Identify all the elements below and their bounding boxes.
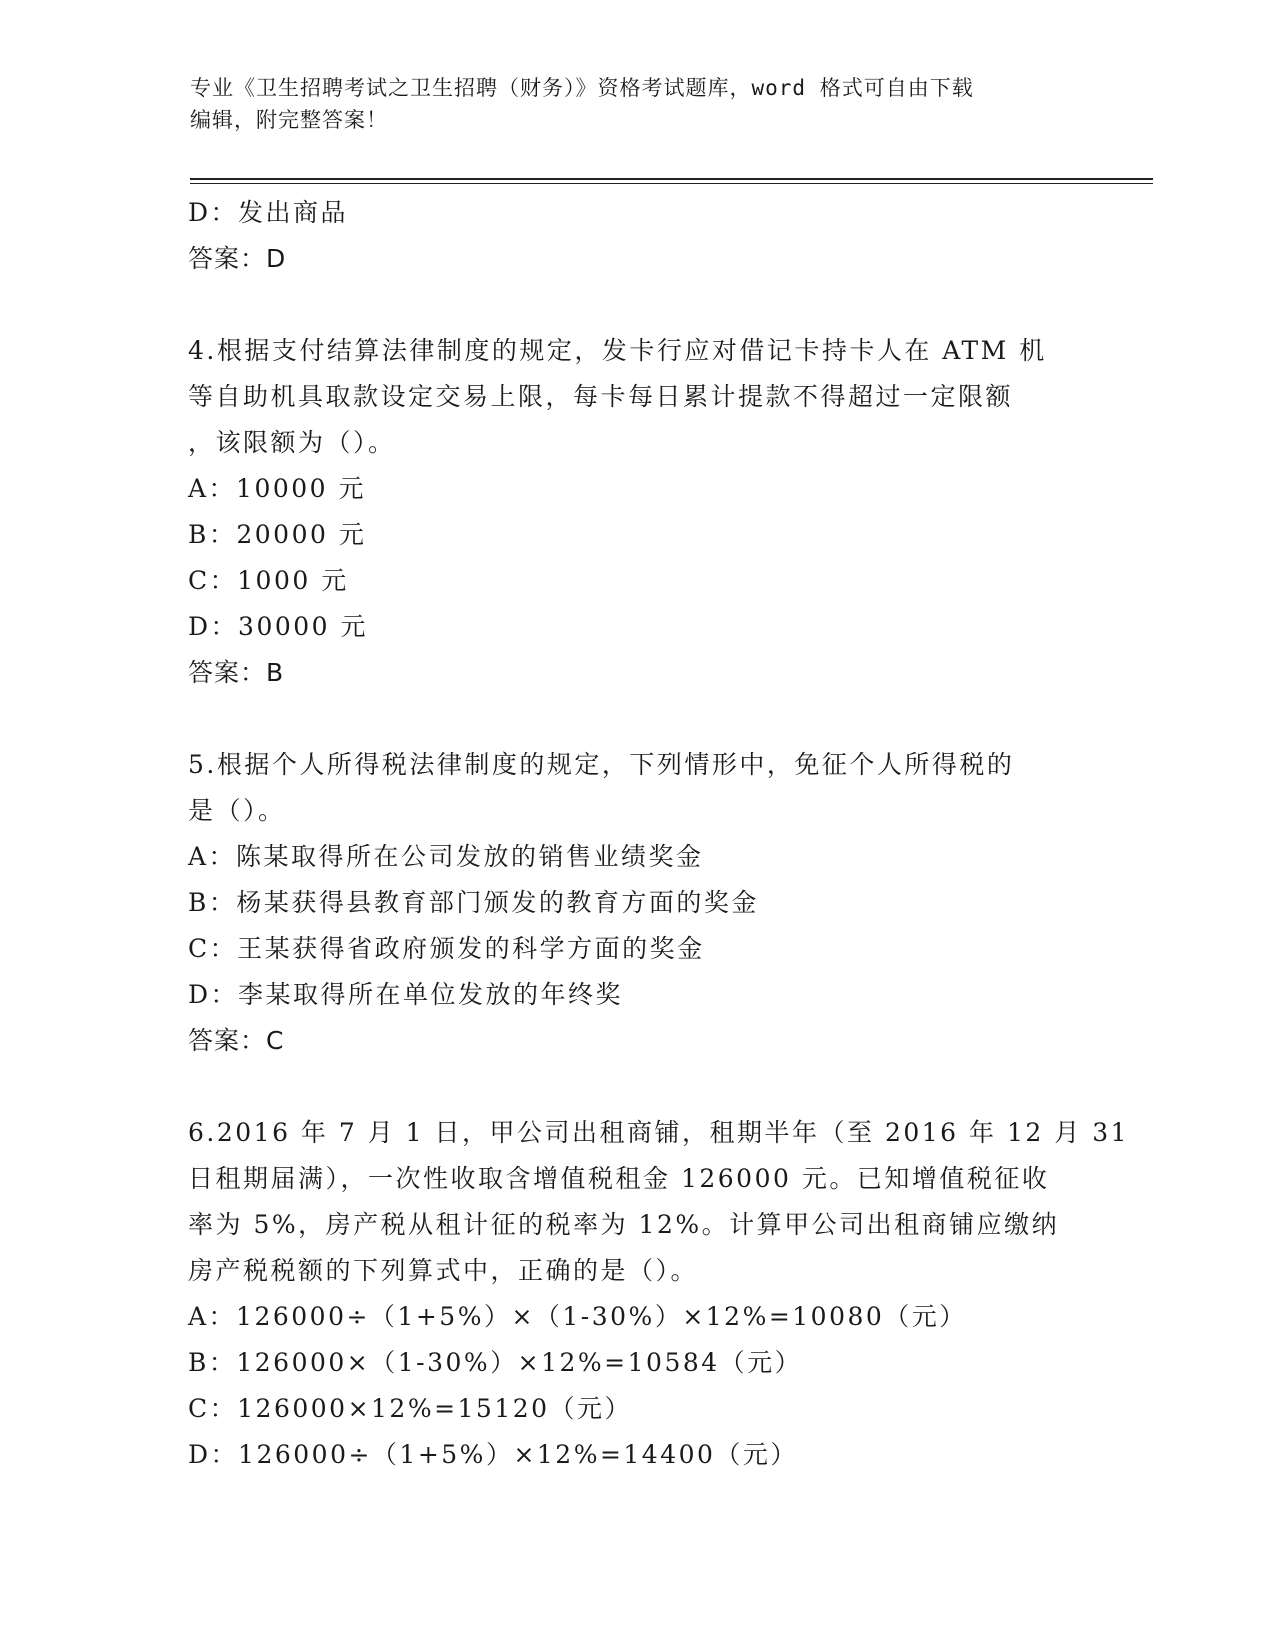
option-a: A：陈某取得所在公司发放的销售业绩奖金 [188, 842, 704, 871]
prev-question-tail [188, 190, 1088, 282]
option-c: C：126000×12%=15120（元） [188, 1394, 633, 1423]
option-a: A：10000 元 [188, 474, 367, 503]
header-divider-thin [190, 183, 1153, 184]
option-d: D：发出商品 [188, 198, 349, 227]
question-stem: 率为 5%，房产税从租计征的税率为 12%。计算甲公司出租商铺应缴纳 [188, 1210, 1060, 1239]
option-c: C：1000 元 [188, 566, 349, 595]
question-stem: 5.根据个人所得税法律制度的规定，下列情形中，免征个人所得税的 [188, 750, 1015, 779]
option-d: D：30000 元 [188, 612, 369, 641]
question-stem: 4.根据支付结算法律制度的规定，发卡行应对借记卡持卡人在 ATM 机 [188, 336, 1047, 365]
question-6 [188, 1110, 1130, 1478]
option-b: B：20000 元 [188, 520, 367, 549]
question-stem: ，该限额为（）。 [188, 428, 396, 457]
option-c: C：王某获得省政府颁发的科学方面的奖金 [188, 934, 705, 963]
header-divider-thick [190, 178, 1153, 180]
answer-label: 答案：D [188, 244, 287, 273]
option-d: D：126000÷（1+5%）×12%=14400（元） [188, 1440, 798, 1469]
answer-label: 答案：C [188, 1026, 285, 1055]
question-stem: 是（）。 [188, 796, 286, 825]
header-line-1: 专业《卫生招聘考试之卫生招聘（财务）》资格考试题库，word 格式可自由下载 [190, 76, 974, 100]
question-content [188, 190, 1130, 1478]
question-stem: 房产税税额的下列算式中，正确的是（）。 [188, 1256, 699, 1285]
answer-label: 答案：B [188, 658, 285, 687]
question-stem: 日租期届满），一次性收取含增值税租金 126000 元。已知增值税征收 [188, 1164, 1050, 1193]
header-line-2: 编辑，附完整答案！ [190, 108, 388, 132]
question-stem: 等自助机具取款设定交易上限，每卡每日累计提款不得超过一定限额 [188, 382, 1014, 411]
option-b: B：126000×（1-30%）×12%=10584（元） [188, 1348, 803, 1377]
document-header [190, 72, 1090, 136]
question-5 [188, 742, 1088, 1064]
option-b: B：杨某获得县教育部门颁发的教育方面的奖金 [188, 888, 759, 917]
option-a: A：126000÷（1+5%）×（1-30%）×12%=10080（元） [188, 1302, 967, 1331]
question-stem: 6.2016 年 7 月 1 日，甲公司出租商铺，租期半年（至 2016 年 12 月 31 [188, 1118, 1130, 1147]
option-d: D：李某取得所在单位发放的年终奖 [188, 980, 624, 1009]
question-4 [188, 328, 1088, 696]
